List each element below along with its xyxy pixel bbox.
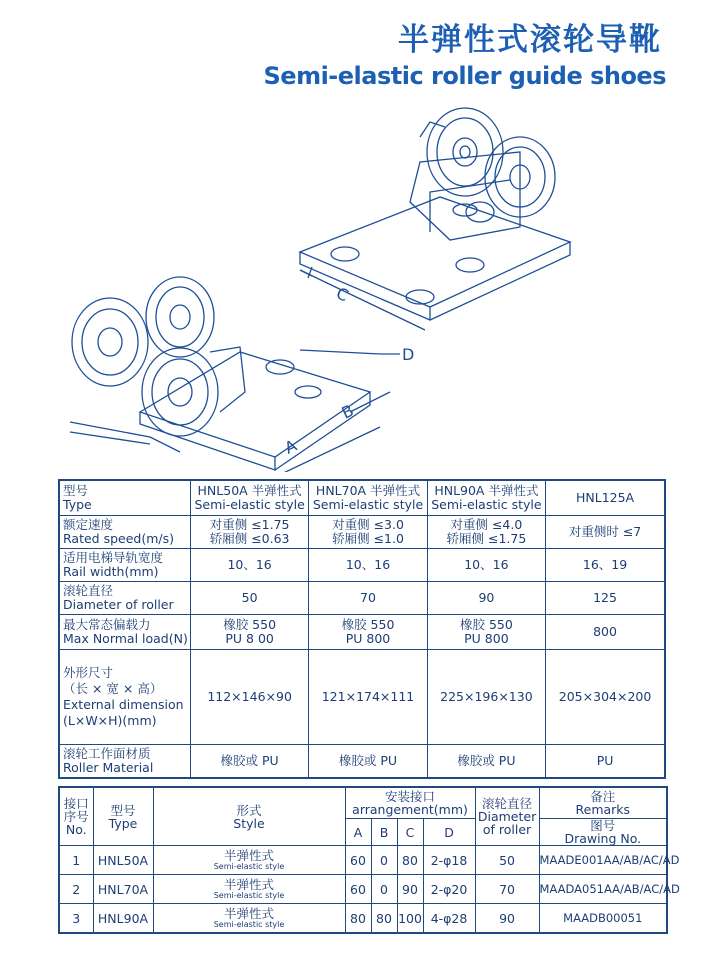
page-title: 半弹性式滚轮导靴 (398, 22, 662, 58)
spec-cell: 125 (546, 582, 665, 615)
spec-cell: 70 (309, 582, 427, 615)
spec-cell: 10、16 (309, 549, 427, 582)
page-subtitle: Semi-elastic roller guide shoes (263, 62, 666, 90)
cell-d: 4-φ28 (423, 904, 475, 934)
dim-label-c: C (333, 283, 352, 306)
cell-style: 半弹性式 Semi-elastic style (153, 904, 345, 934)
dim-label-d: D (402, 345, 415, 364)
spec-cell: 10、16 (190, 549, 308, 582)
spec-cell: 对重侧 ≤1.75 轿厢侧 ≤0.63 (190, 516, 308, 549)
header-arrangement: 安装接口 arrangement(mm) (345, 787, 475, 819)
spec-col-hnl125a: HNL125A (546, 480, 665, 516)
cell-type: HNL70A (93, 875, 153, 904)
header-a: A (345, 819, 371, 846)
cell-d: 2-φ20 (423, 875, 475, 904)
guide-shoe-drawing (50, 92, 650, 472)
cell-no: 1 (59, 846, 93, 875)
cell-b: 80 (371, 904, 397, 934)
header-type: 型号 Type (93, 787, 153, 846)
cell-c: 100 (397, 904, 423, 934)
spec-label: 适用电梯导轨宽度 Rail width(mm) (59, 549, 190, 582)
table-row (59, 846, 667, 875)
table-row (59, 904, 667, 934)
header-b: B (371, 819, 397, 846)
spec-table (58, 479, 666, 779)
cell-style: 半弹性式 Semi-elastic style (153, 875, 345, 904)
dim-label-a: A (281, 435, 300, 458)
cell-c: 80 (397, 846, 423, 875)
spec-col-hnl90a: HNL90A 半弹性式 Semi-elastic style (427, 480, 545, 516)
spec-cell: 对重侧 ≤4.0 轿厢侧 ≤1.75 (427, 516, 545, 549)
cell-type: HNL90A (93, 904, 153, 934)
spec-row-material (59, 745, 665, 779)
cell-b: 0 (371, 875, 397, 904)
cell-d: 2-φ18 (423, 846, 475, 875)
spec-label: 滚轮直径 Diameter of roller (59, 582, 190, 615)
cell-a: 80 (345, 904, 371, 934)
cell-no: 2 (59, 875, 93, 904)
cell-style: 半弹性式 Semi-elastic style (153, 846, 345, 875)
header-c: C (397, 819, 423, 846)
spec-label: 滚轮工作面材质 Roller Material (59, 745, 190, 779)
dim-label-b: B (338, 400, 357, 423)
spec-cell: 橡胶或 PU (309, 745, 427, 779)
table-row (59, 875, 667, 904)
cell-diameter: 70 (475, 875, 539, 904)
cell-drawing: MAADB00051 (539, 904, 667, 934)
spec-row-diameter (59, 582, 665, 615)
spec-row-dimension (59, 650, 665, 745)
spec-cell: 橡胶 550 PU 8 00 (190, 615, 308, 650)
spec-row-rail (59, 549, 665, 582)
cell-c: 90 (397, 875, 423, 904)
header-no: 接口 序号 No. (59, 787, 93, 846)
cell-diameter: 90 (475, 904, 539, 934)
header-drawing: 图号 Drawing No. (539, 819, 667, 846)
cell-drawing: MAADE001AA/AB/AC/AD (539, 846, 667, 875)
spec-cell: 121×174×111 (309, 650, 427, 745)
list-header-row (59, 787, 667, 819)
header-remarks: 备注 Remarks (539, 787, 667, 819)
spec-cell: 橡胶或 PU (190, 745, 308, 779)
spec-cell: 对重侧时 ≤7 (546, 516, 665, 549)
spec-col-hnl50a: HNL50A 半弹性式 Semi-elastic style (190, 480, 308, 516)
spec-col-hnl70a: HNL70A 半弹性式 Semi-elastic style (309, 480, 427, 516)
cell-b: 0 (371, 846, 397, 875)
cell-no: 3 (59, 904, 93, 934)
spec-row-load (59, 615, 665, 650)
cell-a: 60 (345, 846, 371, 875)
spec-label: 额定速度 Rated speed(m/s) (59, 516, 190, 549)
spec-label: 最大常态偏载力 Max Normal load(N) (59, 615, 190, 650)
cell-a: 60 (345, 875, 371, 904)
header-d: D (423, 819, 475, 846)
cell-diameter: 50 (475, 846, 539, 875)
spec-cell: 橡胶 550 PU 800 (309, 615, 427, 650)
spec-cell: 橡胶或 PU (427, 745, 545, 779)
cell-type: HNL50A (93, 846, 153, 875)
spec-label-type: 型号 Type (59, 480, 190, 516)
spec-cell: 橡胶 550 PU 800 (427, 615, 545, 650)
spec-cell: 205×304×200 (546, 650, 665, 745)
spec-cell: 112×146×90 (190, 650, 308, 745)
arrangement-table (58, 786, 680, 934)
header-diameter: 滚轮直径 Diameter of roller (475, 787, 539, 846)
spec-cell: 16、19 (546, 549, 665, 582)
spec-cell: 50 (190, 582, 308, 615)
spec-cell: 225×196×130 (427, 650, 545, 745)
header-style: 形式 Style (153, 787, 345, 846)
spec-cell: 800 (546, 615, 665, 650)
spec-header-row (59, 480, 665, 516)
spec-cell: 10、16 (427, 549, 545, 582)
spec-cell: 90 (427, 582, 545, 615)
spec-row-speed (59, 516, 665, 549)
spec-label: 外形尺寸 （长 × 宽 × 高） External dimension (L×W×H)(mm) (59, 650, 190, 745)
spec-cell: PU (546, 745, 665, 779)
cell-drawing: MAADA051AA/AB/AC/AD (539, 875, 667, 904)
spec-cell: 对重侧 ≤3.0 轿厢侧 ≤1.0 (309, 516, 427, 549)
